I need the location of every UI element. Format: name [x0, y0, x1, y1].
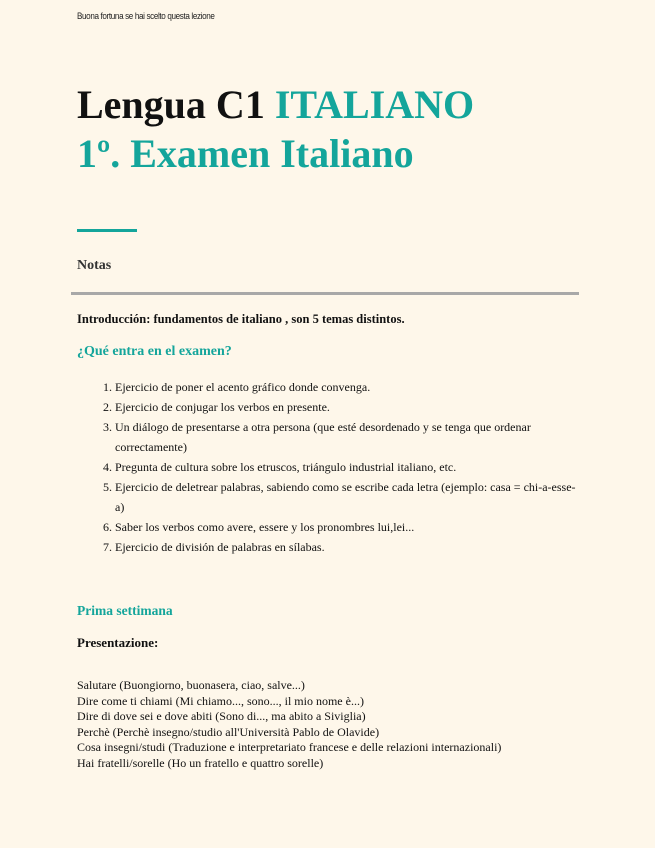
phrases-list [77, 678, 501, 772]
phrase-line: Dire come ti chiami (Mi chiamo..., sono..., il mio nome è...) [77, 693, 364, 708]
phrase-line: Perchè (Perchè insegno/studio all'Università Pablo de Olavide) [77, 724, 380, 739]
list-item: 7. Ejercicio de división de palabras en sílabas. [115, 537, 582, 557]
phrase-line: Salutare (Buongiorno, buonasera, ciao, salve...) [77, 678, 305, 692]
accent-divider [77, 229, 137, 232]
phrase-line: Hai fratelli/sorelle (Ho un fratello e quattro sorelle) [77, 755, 324, 770]
header-note: Buona fortuna se hai scelto questa lezione [77, 11, 215, 21]
list-item: 6. Saber los verbos como avere, essere y los pronombres lui,lei... [115, 517, 582, 537]
phrase-line: Cosa insegni/studi (Traduzione e interpretariato francese e delle relazioni internazionali) [77, 740, 502, 755]
list-item: 4. Pregunta de cultura sobre los etruscos, triángulo industrial italiano, etc. [115, 457, 582, 477]
exam-items-list [77, 377, 582, 557]
horizontal-rule [71, 292, 579, 295]
phrase-line: Dire di dove sei e dove abiti (Sono di..., ma abito a Siviglia) [77, 709, 366, 724]
document-title [77, 80, 474, 178]
title-language: ITALIANO [274, 82, 475, 127]
title-course: Lengua C1 [77, 82, 275, 127]
presentation-label: Presentazione: [77, 635, 159, 650]
week-heading: Prima settimana [77, 603, 173, 618]
list-item: 3. Un diálogo de presentarse a otra persona (que esté desordenado y se tenga que ordenar correctamente) [115, 417, 582, 457]
list-item: 1. Ejercicio de poner el acento gráfico donde convenga. [115, 377, 582, 397]
list-item: 2. Ejercicio de conjugar los verbos en presente. [115, 397, 582, 417]
intro-text: Introducción: fundamentos de italiano , son 5 temas distintos. [77, 312, 405, 326]
exam-question-heading: ¿Qué entra en el examen? [77, 344, 232, 359]
list-item: 5. Ejercicio de deletrear palabras, sabiendo como se escribe cada letra (ejemplo: casa = chi-a-esse-a) [115, 477, 582, 517]
title-exam: 1º. Examen Italiano [77, 131, 414, 176]
section-label: Notas [77, 258, 112, 273]
